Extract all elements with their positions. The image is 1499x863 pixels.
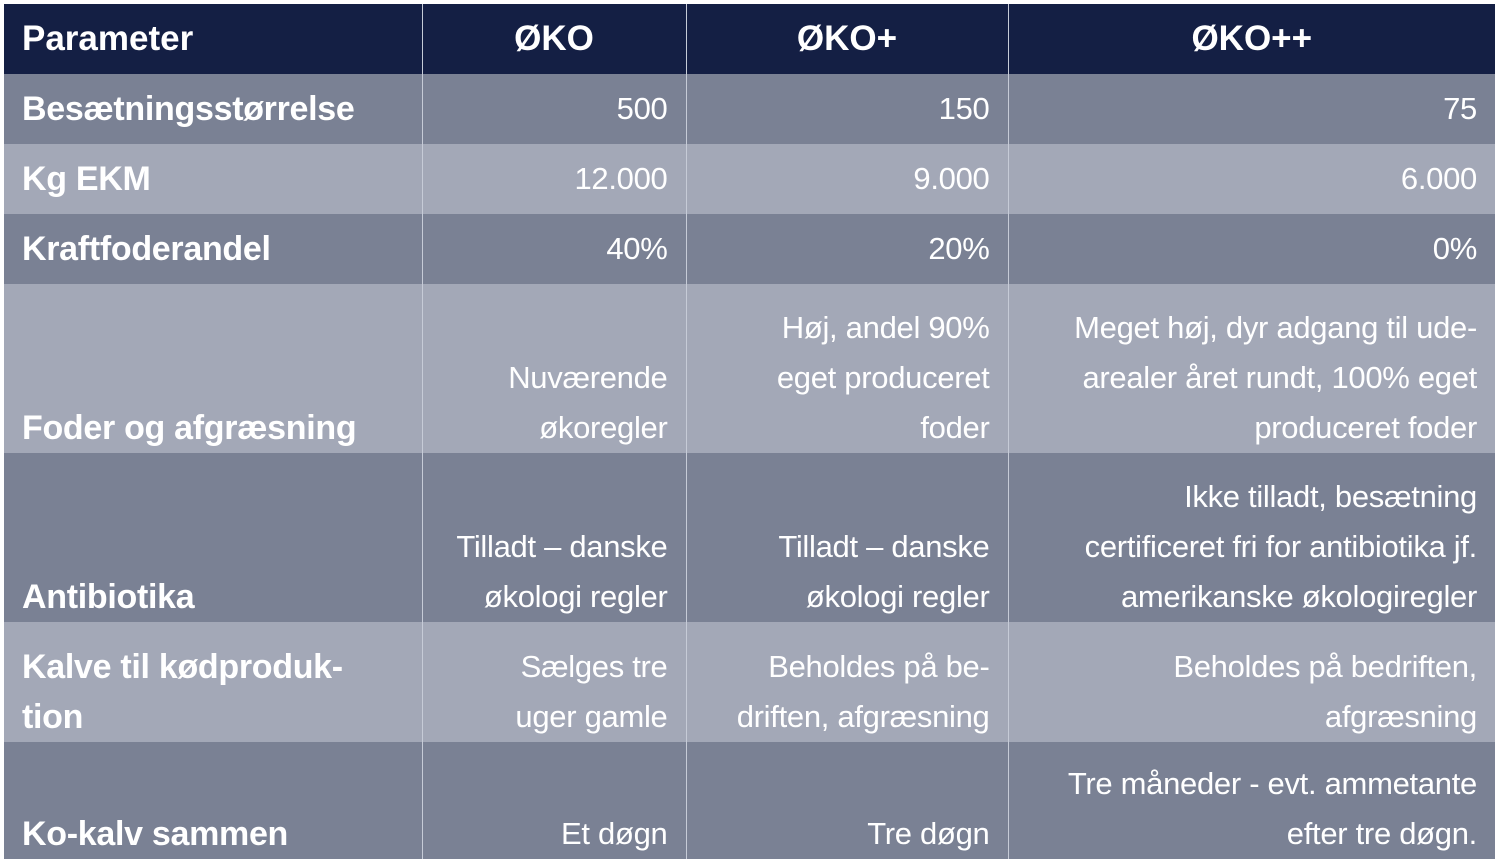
row-label xyxy=(4,622,422,742)
cell-line: Sælges tre xyxy=(520,649,668,684)
table-row xyxy=(4,144,1495,214)
table-row xyxy=(4,742,1495,859)
cell-line: Kg EKM xyxy=(22,160,151,198)
cell-line: 12.000 xyxy=(574,161,668,196)
cell-line: Et døgn xyxy=(561,816,668,851)
cell-line: 6.000 xyxy=(1400,161,1477,196)
row-label xyxy=(4,284,422,453)
comparison-table xyxy=(4,4,1495,859)
cell-line: 75 xyxy=(1443,91,1477,126)
cell-line: produceret foder xyxy=(1254,410,1477,445)
cell-oko-plus-plus xyxy=(1008,214,1495,284)
cell-line: Ikke tilladt, besætning xyxy=(1184,479,1477,514)
cell-oko-plus xyxy=(686,284,1008,453)
cell-oko-plus xyxy=(686,453,1008,622)
cell-oko-plus xyxy=(686,622,1008,742)
cell-line: Foder og afgræsning xyxy=(22,409,357,447)
cell-line: økoregler xyxy=(539,410,668,445)
cell-line: 500 xyxy=(616,91,668,126)
cell-line: Tilladt – danske xyxy=(456,529,668,564)
cell-line: 0% xyxy=(1432,231,1477,266)
cell-line: Kraftfoderandel xyxy=(22,230,271,268)
header-oko: ØKO xyxy=(422,4,686,74)
cell-line: certificeret fri for antibiotika jf. xyxy=(1084,529,1477,564)
table-row xyxy=(4,453,1495,622)
row-label xyxy=(4,74,422,144)
cell-oko-plus xyxy=(686,742,1008,859)
cell-line: Beholdes på bedriften, xyxy=(1173,649,1477,684)
cell-line: Ko-kalv sammen xyxy=(22,815,289,853)
cell-line: Tre måneder - evt. ammetante xyxy=(1067,766,1477,801)
cell-line: 40% xyxy=(606,231,668,266)
cell-oko-plus-plus xyxy=(1008,284,1495,453)
header-oko-plus: ØKO+ xyxy=(686,4,1008,74)
row-label xyxy=(4,144,422,214)
cell-oko xyxy=(422,622,686,742)
cell-line: 9.000 xyxy=(913,161,990,196)
cell-oko xyxy=(422,74,686,144)
table-row xyxy=(4,284,1495,453)
table-row xyxy=(4,622,1495,742)
cell-oko xyxy=(422,144,686,214)
cell-line: 150 xyxy=(938,91,990,126)
table-row xyxy=(4,74,1495,144)
header-parameter: Parameter xyxy=(4,4,422,74)
cell-line: Høj, andel 90% xyxy=(781,310,990,345)
cell-oko-plus-plus xyxy=(1008,144,1495,214)
cell-line: økologi regler xyxy=(805,579,990,614)
cell-line: økologi regler xyxy=(483,579,668,614)
cell-line: afgræsning xyxy=(1324,699,1477,734)
cell-oko-plus xyxy=(686,74,1008,144)
cell-oko-plus xyxy=(686,214,1008,284)
cell-oko-plus xyxy=(686,144,1008,214)
row-label xyxy=(4,742,422,859)
cell-oko xyxy=(422,742,686,859)
row-label xyxy=(4,453,422,622)
header-row xyxy=(4,4,1495,74)
cell-oko xyxy=(422,284,686,453)
header-oko-plus-plus: ØKO++ xyxy=(1008,4,1495,74)
cell-line: Besætningsstørrelse xyxy=(22,90,355,128)
cell-oko-plus-plus xyxy=(1008,742,1495,859)
cell-line: eget produceret xyxy=(776,360,990,395)
cell-line: foder xyxy=(920,410,990,445)
cell-oko-plus-plus xyxy=(1008,453,1495,622)
cell-line: arealer året rundt, 100% eget xyxy=(1082,360,1477,395)
cell-line: Kalve til kødproduk- xyxy=(22,648,343,686)
cell-oko xyxy=(422,214,686,284)
cell-line: 20% xyxy=(928,231,990,266)
cell-line: Antibiotika xyxy=(22,578,195,616)
cell-line: efter tre døgn. xyxy=(1286,816,1477,851)
cell-line: amerikanske økologiregler xyxy=(1120,579,1477,614)
cell-line: uger gamle xyxy=(515,699,668,734)
cell-oko-plus-plus xyxy=(1008,622,1495,742)
cell-oko-plus-plus xyxy=(1008,74,1495,144)
row-label xyxy=(4,214,422,284)
table-row xyxy=(4,214,1495,284)
cell-line: Beholdes på be- xyxy=(768,649,990,684)
cell-line: Meget høj, dyr adgang til ude- xyxy=(1074,310,1477,345)
cell-line: Tre døgn xyxy=(867,816,990,851)
cell-line: driften, afgræsning xyxy=(736,699,990,734)
cell-oko xyxy=(422,453,686,622)
cell-line: Tilladt – danske xyxy=(778,529,990,564)
cell-line: Nuværende xyxy=(508,360,668,395)
cell-line: tion xyxy=(22,698,84,736)
